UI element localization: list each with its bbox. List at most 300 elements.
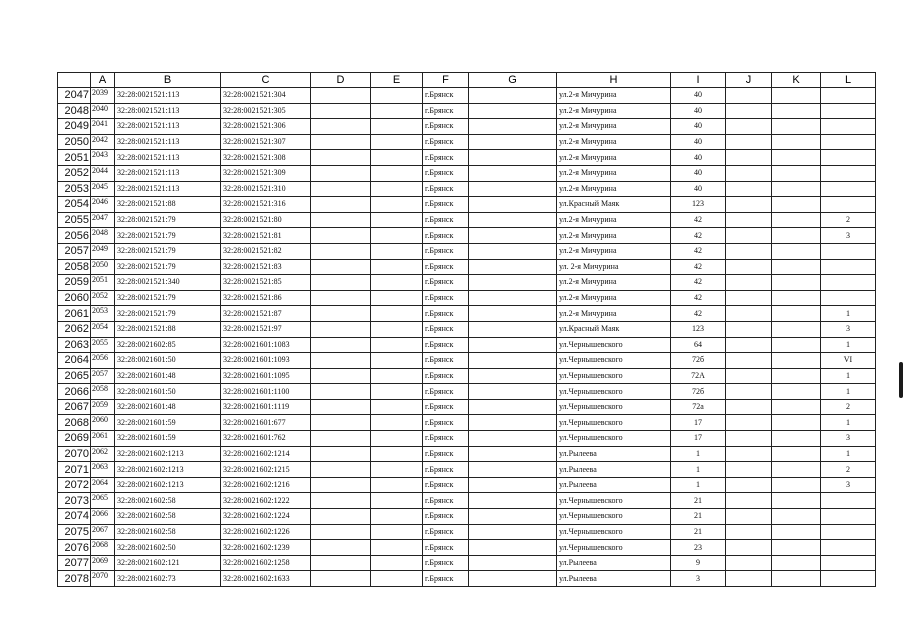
cell-e [371, 368, 423, 384]
cell-b: 32:28:0021602:1213 [115, 446, 221, 462]
cell-g [469, 259, 557, 275]
cell-g [469, 462, 557, 478]
table-row [58, 321, 876, 337]
cell-e [371, 228, 423, 244]
cell-d [311, 446, 371, 462]
table-row [58, 477, 876, 493]
cell-b: 32:28:0021602:73 [115, 571, 221, 587]
cell-d [311, 384, 371, 400]
row-number-cell: 2056 [58, 228, 91, 244]
cell-a: 2060 [91, 415, 115, 431]
column-header-a: A [91, 73, 115, 88]
cell-i: 23 [671, 540, 726, 556]
cell-k [772, 555, 821, 571]
cell-e [371, 290, 423, 306]
cell-k [772, 243, 821, 259]
cell-a: 2057 [91, 368, 115, 384]
cell-f: г.Брянск [423, 275, 469, 291]
cell-a: 2046 [91, 197, 115, 213]
column-header-g: G [469, 73, 557, 88]
cell-a: 2067 [91, 524, 115, 540]
scan-edge-mark [899, 362, 903, 398]
row-number-cell: 2060 [58, 290, 91, 306]
cell-l [821, 524, 876, 540]
cell-a: 2047 [91, 212, 115, 228]
cell-h: ул.Рылеева [557, 571, 671, 587]
cell-i: 72б [671, 384, 726, 400]
cell-j [726, 321, 772, 337]
cell-i: 42 [671, 290, 726, 306]
cell-e [371, 399, 423, 415]
cell-l: 1 [821, 415, 876, 431]
cell-d [311, 555, 371, 571]
cell-f: г.Брянск [423, 165, 469, 181]
cell-d [311, 337, 371, 353]
cell-l: VI [821, 353, 876, 369]
cell-g [469, 103, 557, 119]
table-row [58, 555, 876, 571]
cell-i: 21 [671, 493, 726, 509]
cell-d [311, 212, 371, 228]
cell-i: 21 [671, 524, 726, 540]
cell-d [311, 415, 371, 431]
cell-e [371, 462, 423, 478]
cell-j [726, 197, 772, 213]
cell-j [726, 337, 772, 353]
cell-d [311, 290, 371, 306]
cell-k [772, 119, 821, 135]
cell-a: 2062 [91, 446, 115, 462]
cell-c: 32:28:0021521:82 [221, 243, 311, 259]
cell-c: 32:28:0021521:316 [221, 197, 311, 213]
cell-j [726, 181, 772, 197]
row-number-cell: 2069 [58, 431, 91, 447]
table-row [58, 119, 876, 135]
cell-e [371, 493, 423, 509]
cell-c: 32:28:0021601:677 [221, 415, 311, 431]
cell-b: 32:28:0021601:48 [115, 399, 221, 415]
cell-i: 40 [671, 88, 726, 104]
column-header-j: J [726, 73, 772, 88]
cell-k [772, 150, 821, 166]
cell-c: 32:28:0021521:97 [221, 321, 311, 337]
cell-e [371, 212, 423, 228]
cell-k [772, 540, 821, 556]
cell-f: г.Брянск [423, 540, 469, 556]
cell-a: 2065 [91, 493, 115, 509]
cell-e [371, 431, 423, 447]
column-header-l: L [821, 73, 876, 88]
row-number-cell: 2077 [58, 555, 91, 571]
cell-k [772, 384, 821, 400]
cell-h: ул.Красный Маяк [557, 197, 671, 213]
row-number-cell: 2063 [58, 337, 91, 353]
row-number-cell: 2066 [58, 384, 91, 400]
cell-l [821, 165, 876, 181]
cell-f: г.Брянск [423, 415, 469, 431]
table-row [58, 197, 876, 213]
cell-b: 32:28:0021601:48 [115, 368, 221, 384]
cell-f: г.Брянск [423, 306, 469, 322]
row-number-cell: 2072 [58, 477, 91, 493]
row-number-cell: 2062 [58, 321, 91, 337]
cell-j [726, 88, 772, 104]
cell-b: 32:28:0021602:1213 [115, 462, 221, 478]
cell-e [371, 259, 423, 275]
cell-e [371, 119, 423, 135]
cell-i: 42 [671, 259, 726, 275]
cell-f: г.Брянск [423, 134, 469, 150]
cell-d [311, 259, 371, 275]
table-row [58, 462, 876, 478]
cell-g [469, 150, 557, 166]
cell-l [821, 181, 876, 197]
cell-k [772, 571, 821, 587]
cell-f: г.Брянск [423, 399, 469, 415]
cell-l: 1 [821, 384, 876, 400]
cell-c: 32:28:0021602:1215 [221, 462, 311, 478]
cell-c: 32:28:0021521:87 [221, 306, 311, 322]
cell-e [371, 477, 423, 493]
cell-k [772, 228, 821, 244]
cell-k [772, 88, 821, 104]
cell-j [726, 399, 772, 415]
cell-b: 32:28:0021601:50 [115, 384, 221, 400]
cell-e [371, 415, 423, 431]
cell-d [311, 540, 371, 556]
cell-d [311, 399, 371, 415]
cell-l [821, 509, 876, 525]
table-body [58, 88, 876, 587]
cell-d [311, 462, 371, 478]
cell-l: 3 [821, 228, 876, 244]
row-number-cell: 2052 [58, 165, 91, 181]
cell-k [772, 275, 821, 291]
cell-j [726, 212, 772, 228]
cell-c: 32:28:0021602:1633 [221, 571, 311, 587]
cell-g [469, 119, 557, 135]
cell-g [469, 212, 557, 228]
cell-e [371, 197, 423, 213]
cell-g [469, 415, 557, 431]
cell-l [821, 150, 876, 166]
cell-g [469, 353, 557, 369]
cell-a: 2059 [91, 399, 115, 415]
cell-b: 32:28:0021521:79 [115, 290, 221, 306]
cell-l: 1 [821, 446, 876, 462]
cell-g [469, 228, 557, 244]
cell-b: 32:28:0021521:113 [115, 150, 221, 166]
cell-c: 32:28:0021521:80 [221, 212, 311, 228]
cell-l: 1 [821, 306, 876, 322]
cell-a: 2061 [91, 431, 115, 447]
cell-f: г.Брянск [423, 150, 469, 166]
cell-l [821, 571, 876, 587]
cell-j [726, 275, 772, 291]
cell-b: 32:28:0021602:1213 [115, 477, 221, 493]
table-row [58, 493, 876, 509]
cell-j [726, 103, 772, 119]
cell-a: 2042 [91, 134, 115, 150]
cell-j [726, 384, 772, 400]
cell-b: 32:28:0021521:79 [115, 243, 221, 259]
cell-f: г.Брянск [423, 524, 469, 540]
cell-g [469, 165, 557, 181]
cell-k [772, 103, 821, 119]
cell-l: 3 [821, 431, 876, 447]
cell-b: 32:28:0021521:113 [115, 119, 221, 135]
cell-b: 32:28:0021521:113 [115, 134, 221, 150]
cell-a: 2056 [91, 353, 115, 369]
cell-d [311, 165, 371, 181]
cell-f: г.Брянск [423, 259, 469, 275]
cell-k [772, 524, 821, 540]
cell-b: 32:28:0021602:58 [115, 509, 221, 525]
cell-b: 32:28:0021602:85 [115, 337, 221, 353]
column-header-b: B [115, 73, 221, 88]
row-number-cell: 2050 [58, 134, 91, 150]
cell-i: 42 [671, 228, 726, 244]
cell-g [469, 399, 557, 415]
cell-l: 1 [821, 337, 876, 353]
cell-i: 42 [671, 275, 726, 291]
cell-f: г.Брянск [423, 509, 469, 525]
cell-b: 32:28:0021521:79 [115, 212, 221, 228]
cell-b: 32:28:0021602:58 [115, 524, 221, 540]
row-number-cell: 2048 [58, 103, 91, 119]
cell-j [726, 431, 772, 447]
cell-c: 32:28:0021521:308 [221, 150, 311, 166]
cell-d [311, 119, 371, 135]
cell-k [772, 415, 821, 431]
cell-i: 17 [671, 431, 726, 447]
cell-j [726, 571, 772, 587]
cell-l: 1 [821, 368, 876, 384]
cell-d [311, 477, 371, 493]
cell-f: г.Брянск [423, 212, 469, 228]
cell-f: г.Брянск [423, 384, 469, 400]
cell-h: ул.Чернышевского [557, 540, 671, 556]
table-row [58, 181, 876, 197]
table-row [58, 524, 876, 540]
cell-e [371, 306, 423, 322]
cell-f: г.Брянск [423, 555, 469, 571]
table-row [58, 103, 876, 119]
cell-h: ул.Чернышевского [557, 399, 671, 415]
cell-g [469, 384, 557, 400]
cell-k [772, 493, 821, 509]
cell-f: г.Брянск [423, 119, 469, 135]
row-number-cell: 2068 [58, 415, 91, 431]
column-header-h: H [557, 73, 671, 88]
cell-g [469, 134, 557, 150]
column-header-d: D [311, 73, 371, 88]
cell-l [821, 493, 876, 509]
cell-f: г.Брянск [423, 493, 469, 509]
cell-c: 32:28:0021521:307 [221, 134, 311, 150]
cell-f: г.Брянск [423, 243, 469, 259]
cell-e [371, 446, 423, 462]
table-row [58, 228, 876, 244]
table-row [58, 243, 876, 259]
cell-d [311, 275, 371, 291]
cell-f: г.Брянск [423, 353, 469, 369]
cell-j [726, 446, 772, 462]
cell-i: 64 [671, 337, 726, 353]
cell-a: 2041 [91, 119, 115, 135]
cell-i: 42 [671, 212, 726, 228]
column-header-e: E [371, 73, 423, 88]
cell-g [469, 555, 557, 571]
cell-d [311, 88, 371, 104]
cell-i: 40 [671, 181, 726, 197]
cell-i: 40 [671, 165, 726, 181]
cell-e [371, 134, 423, 150]
cell-a: 2051 [91, 275, 115, 291]
cell-b: 32:28:0021521:88 [115, 197, 221, 213]
row-number-cell: 2067 [58, 399, 91, 415]
cell-f: г.Брянск [423, 337, 469, 353]
cell-j [726, 555, 772, 571]
table-row [58, 88, 876, 104]
cell-k [772, 197, 821, 213]
cell-d [311, 150, 371, 166]
cell-d [311, 103, 371, 119]
cell-b: 32:28:0021521:113 [115, 88, 221, 104]
cell-g [469, 509, 557, 525]
cell-l [821, 134, 876, 150]
cell-i: 123 [671, 321, 726, 337]
cell-d [311, 306, 371, 322]
cell-f: г.Брянск [423, 321, 469, 337]
cell-l [821, 243, 876, 259]
cell-j [726, 165, 772, 181]
cell-h: ул.Рылеева [557, 446, 671, 462]
cell-i: 3 [671, 571, 726, 587]
corner-cell [58, 73, 91, 88]
cell-b: 32:28:0021602:58 [115, 493, 221, 509]
cell-e [371, 165, 423, 181]
cell-g [469, 368, 557, 384]
cell-i: 40 [671, 103, 726, 119]
cell-j [726, 540, 772, 556]
cell-c: 32:28:0021601:1100 [221, 384, 311, 400]
row-number-cell: 2051 [58, 150, 91, 166]
table-row [58, 134, 876, 150]
cell-g [469, 337, 557, 353]
cell-j [726, 353, 772, 369]
cell-e [371, 275, 423, 291]
cell-g [469, 321, 557, 337]
cell-b: 32:28:0021521:88 [115, 321, 221, 337]
cell-k [772, 399, 821, 415]
row-number-cell: 2053 [58, 181, 91, 197]
cell-h: ул.Чернышевского [557, 509, 671, 525]
column-header-f: F [423, 73, 469, 88]
cell-c: 32:28:0021521:86 [221, 290, 311, 306]
cell-f: г.Брянск [423, 477, 469, 493]
cell-l [821, 555, 876, 571]
cell-d [311, 243, 371, 259]
cell-c: 32:28:0021602:1224 [221, 509, 311, 525]
row-number-cell: 2073 [58, 493, 91, 509]
cell-i: 40 [671, 134, 726, 150]
cell-h: ул.2-я Мичурина [557, 181, 671, 197]
cell-h: ул.Чернышевского [557, 337, 671, 353]
cell-b: 32:28:0021521:113 [115, 165, 221, 181]
cell-a: 2052 [91, 290, 115, 306]
cell-i: 40 [671, 150, 726, 166]
cell-a: 2068 [91, 540, 115, 556]
cell-a: 2070 [91, 571, 115, 587]
cell-h: ул.2-я Мичурина [557, 165, 671, 181]
table-row [58, 275, 876, 291]
row-number-cell: 2070 [58, 446, 91, 462]
cell-c: 32:28:0021521:310 [221, 181, 311, 197]
cell-l [821, 540, 876, 556]
table-row [58, 353, 876, 369]
cell-a: 2043 [91, 150, 115, 166]
table-row [58, 259, 876, 275]
table-row [58, 431, 876, 447]
cell-h: ул.2-я Мичурина [557, 228, 671, 244]
cell-h: ул.2-я Мичурина [557, 306, 671, 322]
cell-c: 32:28:0021521:81 [221, 228, 311, 244]
cell-d [311, 181, 371, 197]
cell-h: ул.2-я Мичурина [557, 290, 671, 306]
cell-h: ул.2-я Мичурина [557, 119, 671, 135]
cell-e [371, 353, 423, 369]
row-number-cell: 2057 [58, 243, 91, 259]
cell-c: 32:28:0021602:1226 [221, 524, 311, 540]
cell-l [821, 88, 876, 104]
cell-k [772, 306, 821, 322]
cell-g [469, 181, 557, 197]
row-number-cell: 2065 [58, 368, 91, 384]
cell-e [371, 337, 423, 353]
cell-f: г.Брянск [423, 290, 469, 306]
cell-h: ул.2-я Мичурина [557, 88, 671, 104]
cell-c: 32:28:0021602:1214 [221, 446, 311, 462]
column-header-c: C [221, 73, 311, 88]
cell-i: 1 [671, 477, 726, 493]
cell-c: 32:28:0021521:304 [221, 88, 311, 104]
cell-l: 3 [821, 321, 876, 337]
cell-g [469, 306, 557, 322]
cell-f: г.Брянск [423, 368, 469, 384]
cell-g [469, 88, 557, 104]
cell-d [311, 228, 371, 244]
cell-e [371, 384, 423, 400]
cell-j [726, 150, 772, 166]
cell-c: 32:28:0021602:1222 [221, 493, 311, 509]
table-row [58, 368, 876, 384]
cell-j [726, 306, 772, 322]
cell-e [371, 181, 423, 197]
cell-f: г.Брянск [423, 88, 469, 104]
cell-h: ул.2-я Мичурина [557, 134, 671, 150]
cell-b: 32:28:0021521:340 [115, 275, 221, 291]
cell-i: 1 [671, 462, 726, 478]
cell-k [772, 462, 821, 478]
cell-d [311, 353, 371, 369]
table-row [58, 306, 876, 322]
cell-e [371, 524, 423, 540]
cell-b: 32:28:0021521:79 [115, 228, 221, 244]
table-row [58, 446, 876, 462]
cell-h: ул.Рылеева [557, 462, 671, 478]
cell-g [469, 524, 557, 540]
